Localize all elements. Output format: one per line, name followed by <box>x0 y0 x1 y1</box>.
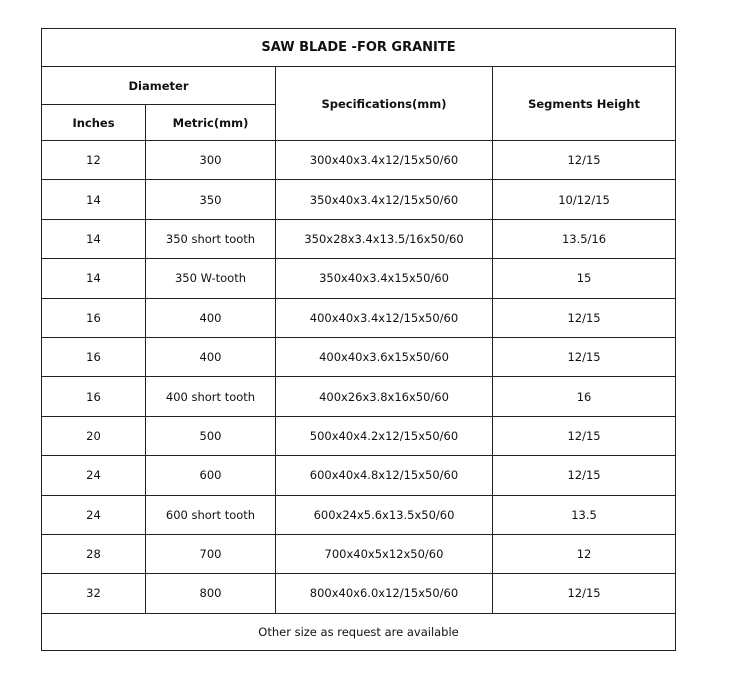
table-body <box>42 141 676 614</box>
cell-height: 12/15 <box>493 574 676 613</box>
cell-height: 12/15 <box>493 456 676 495</box>
cell-inches: 16 <box>42 377 146 416</box>
table-row <box>42 377 676 416</box>
cell-inches: 24 <box>42 495 146 534</box>
footer-note: Other size as request are available <box>42 613 676 650</box>
table-row <box>42 141 676 180</box>
cell-metric: 500 <box>146 416 276 455</box>
cell-inches: 24 <box>42 456 146 495</box>
table-row <box>42 180 676 219</box>
cell-metric: 600 short tooth <box>146 495 276 534</box>
cell-spec: 400x40x3.6x15x50/60 <box>276 337 493 376</box>
cell-height: 16 <box>493 377 676 416</box>
cell-spec: 800x40x6.0x12/15x50/60 <box>276 574 493 613</box>
cell-spec: 700x40x5x12x50/60 <box>276 534 493 573</box>
cell-metric: 350 short tooth <box>146 219 276 258</box>
table-row <box>42 259 676 298</box>
table-row <box>42 219 676 258</box>
header-segments-height: Segments Height <box>493 67 676 141</box>
cell-height: 12/15 <box>493 416 676 455</box>
cell-inches: 12 <box>42 141 146 180</box>
cell-inches: 28 <box>42 534 146 573</box>
cell-metric: 800 <box>146 574 276 613</box>
cell-metric: 300 <box>146 141 276 180</box>
cell-inches: 14 <box>42 259 146 298</box>
header-inches: Inches <box>42 105 146 141</box>
cell-spec: 400x26x3.8x16x50/60 <box>276 377 493 416</box>
cell-height: 12/15 <box>493 298 676 337</box>
table-row <box>42 416 676 455</box>
table-row <box>42 298 676 337</box>
cell-spec: 500x40x4.2x12/15x50/60 <box>276 416 493 455</box>
cell-spec: 350x28x3.4x13.5/16x50/60 <box>276 219 493 258</box>
cell-metric: 350 <box>146 180 276 219</box>
cell-spec: 350x40x3.4x12/15x50/60 <box>276 180 493 219</box>
cell-metric: 400 short tooth <box>146 377 276 416</box>
cell-metric: 700 <box>146 534 276 573</box>
cell-height: 12/15 <box>493 337 676 376</box>
table-row <box>42 456 676 495</box>
cell-height: 13.5 <box>493 495 676 534</box>
cell-height: 12 <box>493 534 676 573</box>
cell-inches: 14 <box>42 219 146 258</box>
cell-height: 12/15 <box>493 141 676 180</box>
cell-spec: 300x40x3.4x12/15x50/60 <box>276 141 493 180</box>
cell-inches: 32 <box>42 574 146 613</box>
header-diameter: Diameter <box>42 67 276 105</box>
cell-spec: 350x40x3.4x15x50/60 <box>276 259 493 298</box>
header-metric: Metric(mm) <box>146 105 276 141</box>
table-title: SAW BLADE -FOR GRANITE <box>42 29 676 67</box>
header-specifications: Specifications(mm) <box>276 67 493 141</box>
cell-spec: 600x40x4.8x12/15x50/60 <box>276 456 493 495</box>
cell-spec: 400x40x3.4x12/15x50/60 <box>276 298 493 337</box>
cell-inches: 16 <box>42 298 146 337</box>
cell-inches: 16 <box>42 337 146 376</box>
cell-spec: 600x24x5.6x13.5x50/60 <box>276 495 493 534</box>
saw-blade-spec-table <box>41 28 676 651</box>
cell-metric: 400 <box>146 298 276 337</box>
cell-height: 15 <box>493 259 676 298</box>
cell-metric: 350 W-tooth <box>146 259 276 298</box>
cell-inches: 20 <box>42 416 146 455</box>
table-row <box>42 574 676 613</box>
cell-metric: 600 <box>146 456 276 495</box>
table-row <box>42 495 676 534</box>
table-row <box>42 337 676 376</box>
cell-height: 10/12/15 <box>493 180 676 219</box>
cell-inches: 14 <box>42 180 146 219</box>
table-row <box>42 534 676 573</box>
cell-height: 13.5/16 <box>493 219 676 258</box>
cell-metric: 400 <box>146 337 276 376</box>
